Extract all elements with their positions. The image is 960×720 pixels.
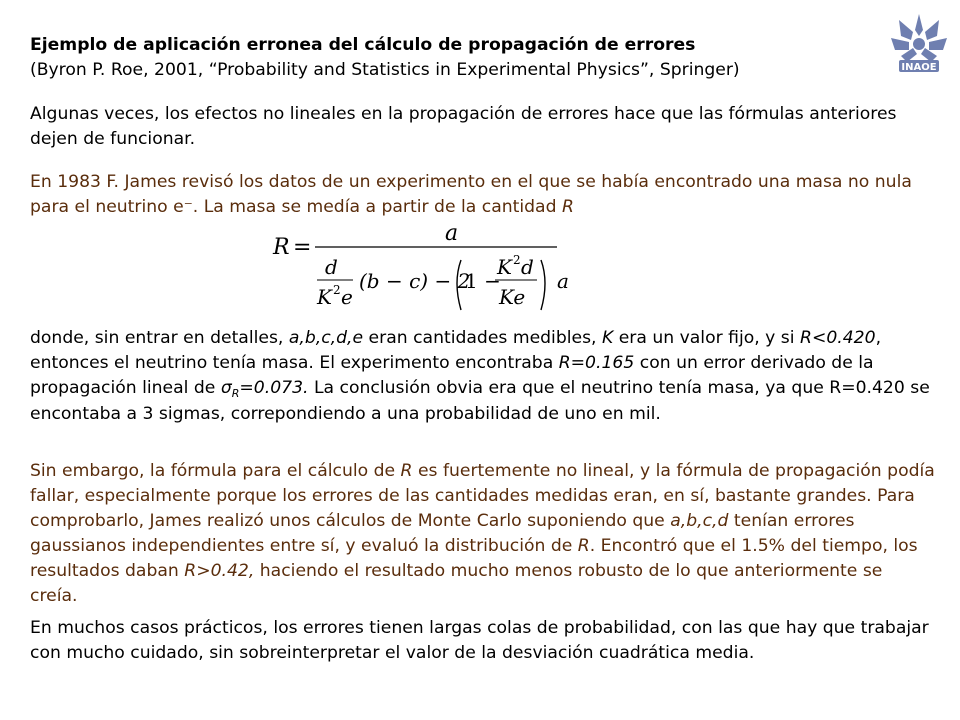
paragraph-james-text: En 1983 F. James revisó los datos de un experimento en el que se había encontrado una masa no nula para el neutrino e⁻. La masa se medía a partir de la cantidad [30,172,912,217]
p3-condition: R<0.420 [800,328,876,348]
formula-k1: K [317,285,332,309]
logo-label: INAOE [901,62,937,73]
p4-condition: R>0.42, [184,561,255,581]
logo-emblem-icon [891,14,947,62]
formula-d2: d [521,255,534,279]
p4-variables: a,b,c,d [670,511,729,531]
p3-text-6: La conclusión obvia era que el neutrino tenía masa, ya que R=0.420 se encontaba a 3 sigmas, correpondiendo a una probabilidad de uno en mil. [30,378,930,424]
formula-ke: Ke [499,285,526,309]
paragraph-monte-carlo [30,459,935,609]
p4-r2: R [577,536,590,556]
p3-sigma: σ [220,378,232,398]
p4-text-4: . Encontró que el 1.5% del tiempo, los resultados daban [30,536,918,581]
p3-sigma-sub: R [231,387,240,400]
p4-text-1: Sin embargo, la fórmula para el cálculo de [30,461,401,481]
formula-lhs: R [273,235,290,260]
formula-e1: e [341,285,353,309]
formula-equals: = [293,235,312,260]
formula-a2: a [557,269,569,293]
paragraph-conclusion [30,326,935,427]
formula-right-paren [541,260,545,310]
p4-text-2: es fuertemente no lineal, y la fórmula de propagación podía fallar, especialmente porque los errores de las cantidades medidas eran, en sí, bastante grandes. Para comprobarlo, James realizó unos cálculos de Monte Carlo suponiendo que [30,461,935,531]
formula-exp2: 2 [513,253,521,267]
p3-k: K [601,328,614,348]
formula-r [265,218,595,318]
formula-exp1: 2 [333,283,341,297]
p3-text-1: donde, sin entrar en detalles, [30,328,289,348]
p3-text-4: , entonces el neutrino tenía masa. El experimento encontraba [30,328,882,373]
p3-text-2: eran cantidades medibles, [363,328,602,348]
formula-one-minus: 1 − [465,269,501,293]
formula-d1: d [325,255,338,279]
p3-text-5: con un error derivado de la propagación lineal de [30,353,874,398]
p3-variables: a,b,c,d,e [288,328,364,348]
paragraph-practical-cases: En muchos casos prácticos, los errores tienen largas colas de probabilidad, con las que hay que trabajar con mucho cuidado, sin sobreinterpretar el valor de la desviación cuadrática media. [30,618,929,663]
p3-text-3: era un valor fijo, y si [613,328,800,348]
formula-k2: K [497,255,512,279]
slide-title: Ejemplo de aplicación erronea del cálculo de propagación de errores [30,35,696,55]
reference-citation: (Byron P. Roe, 2001, “Probability and Statistics in Experimental Physics”, Springer) [30,60,740,80]
p3-sigma-value: =0.073. [239,378,309,398]
paragraph-james-1983 [30,170,935,220]
variable-r: R [561,197,574,217]
formula-numerator: a [445,221,459,246]
p4-text-3: tenían errores gaussianos independientes entre sí, y evaluó la distribución de [30,511,855,556]
p3-found-value: R=0.165 [558,353,635,373]
header [30,33,935,83]
p4-r1: R [400,461,413,481]
paragraph-nonlinear-effects: Algunas veces, los efectos no lineales en la propagación de errores hace que las fórmulas anteriores dejen de funcionar. [30,104,897,149]
formula-bc: (b − c) − 2 [359,269,471,293]
inaoe-logo [887,10,951,76]
p4-text-5: haciendo el resultado mucho menos robusto de lo que anteriormente se creía. [30,561,883,606]
